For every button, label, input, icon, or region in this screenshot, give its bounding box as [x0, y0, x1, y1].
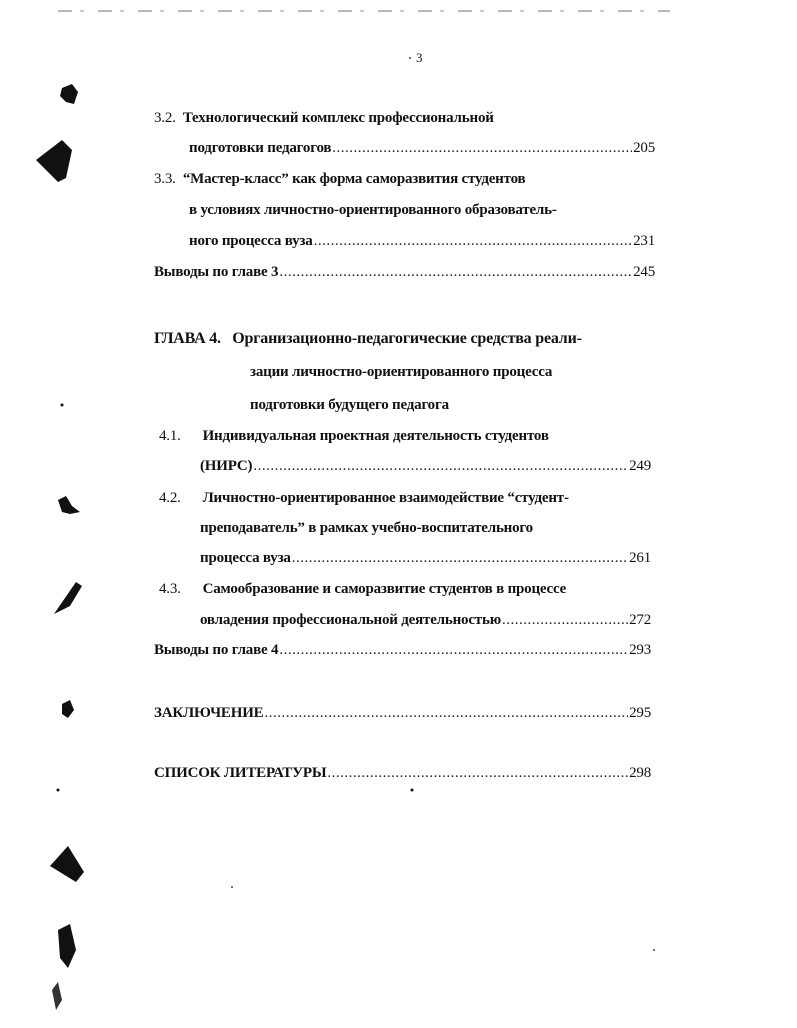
- ink-speck: [231, 886, 233, 888]
- ink-blot: [50, 846, 84, 882]
- ink-blot: [58, 924, 76, 968]
- section-title: преподаватель” в рамках учебно-воспитательного: [200, 520, 533, 536]
- ink-blot: [52, 982, 62, 1010]
- page-ref: 245: [633, 264, 655, 280]
- section-title: процесса вуза: [200, 550, 291, 566]
- section-title: овладения профессиональной деятельностью: [200, 612, 501, 628]
- page-ref: 249: [629, 458, 651, 474]
- ink-blot: [62, 700, 74, 718]
- page-ref: 261: [629, 550, 651, 566]
- section-title: Самообразование и саморазвитие студентов в процессе: [202, 581, 567, 597]
- ink-blot: [54, 582, 82, 614]
- section-title: “Мастер-класс” как форма саморазвития студентов: [182, 171, 526, 187]
- ink-speck: [61, 404, 64, 407]
- ink-speck: [411, 789, 414, 792]
- section-title: (НИРС): [200, 458, 253, 474]
- section-title: в условиях личностно-ориентированного образователь-: [189, 202, 557, 218]
- section-number: 4.1.: [159, 428, 181, 444]
- ink-blot: [36, 140, 72, 182]
- section-title: СПИСОК ЛИТЕРАТУРЫ: [154, 765, 327, 781]
- page-ref: 231: [633, 233, 655, 249]
- ink-speck: [57, 789, 60, 792]
- section-number: 3.3.: [154, 171, 176, 187]
- section-title: Технологический комплекс профессиональной: [182, 110, 494, 126]
- chapter-title: зации личностно-ориентированного процесса: [250, 364, 553, 380]
- page-ref: 293: [629, 642, 651, 658]
- ink-speck: [653, 949, 655, 951]
- page-ref: 298: [629, 765, 651, 781]
- section-title: подготовки педагогов: [189, 140, 332, 156]
- ink-blot: [60, 84, 78, 104]
- section-number: 3.2.: [154, 110, 176, 126]
- section-title: Выводы по главе 4: [154, 642, 279, 658]
- ink-speck: [409, 57, 411, 59]
- page-number: 3: [416, 50, 423, 65]
- section-title: ного процесса вуза: [189, 233, 313, 249]
- ink-blot: [58, 496, 80, 514]
- section-title: Индивидуальная проектная деятельность студентов: [202, 428, 549, 444]
- page-ref: 205: [633, 140, 655, 156]
- section-title: Личностно-ориентированное взаимодействие “студент-: [202, 490, 569, 506]
- section-number: 4.3.: [159, 581, 181, 597]
- section-title: Выводы по главе 3: [154, 264, 279, 280]
- chapter-number: ГЛАВА 4.: [154, 330, 221, 347]
- chapter-title: Организационно-педагогические средства реали-: [232, 330, 582, 347]
- section-title: ЗАКЛЮЧЕНИЕ: [154, 705, 264, 721]
- section-number: 4.2.: [159, 490, 181, 506]
- page-ref: 272: [629, 612, 651, 628]
- page-ref: 295: [629, 705, 651, 721]
- chapter-title: подготовки будущего педагога: [250, 397, 449, 413]
